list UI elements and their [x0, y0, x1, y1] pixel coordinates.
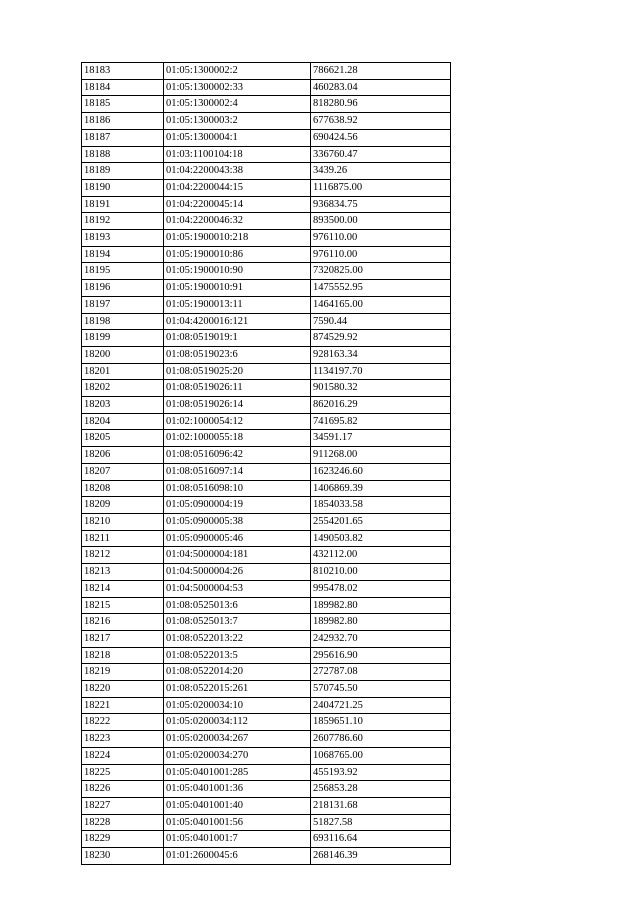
- value-cell: 693116.64: [311, 831, 451, 848]
- table-row: [82, 330, 451, 347]
- cadastral-number-cell: 01:05:0200034:112: [164, 714, 311, 731]
- row-number-cell: 18201: [82, 363, 164, 380]
- cadastral-number-cell: 01:04:5000004:181: [164, 547, 311, 564]
- row-number-cell: 18223: [82, 731, 164, 748]
- value-cell: 268146.39: [311, 848, 451, 865]
- table-row: [82, 781, 451, 798]
- row-number-cell: 18217: [82, 630, 164, 647]
- data-table: [81, 62, 451, 865]
- value-cell: 336760.47: [311, 146, 451, 163]
- cadastral-number-cell: 01:05:1900010:91: [164, 280, 311, 297]
- table-row: [82, 313, 451, 330]
- table-row: [82, 146, 451, 163]
- value-cell: 218131.68: [311, 797, 451, 814]
- value-cell: 741695.82: [311, 413, 451, 430]
- value-cell: 874529.92: [311, 330, 451, 347]
- value-cell: 242932.70: [311, 630, 451, 647]
- value-cell: 7590.44: [311, 313, 451, 330]
- cadastral-number-cell: 01:01:2600045:6: [164, 848, 311, 865]
- value-cell: 810210.00: [311, 564, 451, 581]
- table-row: [82, 664, 451, 681]
- value-cell: 2607786.60: [311, 731, 451, 748]
- cadastral-number-cell: 01:08:0516097:14: [164, 463, 311, 480]
- row-number-cell: 18189: [82, 163, 164, 180]
- value-cell: 455193.92: [311, 764, 451, 781]
- value-cell: 272787.08: [311, 664, 451, 681]
- cadastral-number-cell: 01:05:0401001:36: [164, 781, 311, 798]
- value-cell: 976110.00: [311, 246, 451, 263]
- cadastral-number-cell: 01:05:0200034:270: [164, 747, 311, 764]
- table-row: [82, 614, 451, 631]
- row-number-cell: 18211: [82, 530, 164, 547]
- cadastral-number-cell: 01:05:0900005:38: [164, 513, 311, 530]
- table-row: [82, 831, 451, 848]
- row-number-cell: 18206: [82, 447, 164, 464]
- row-number-cell: 18216: [82, 614, 164, 631]
- table-row: [82, 848, 451, 865]
- row-number-cell: 18197: [82, 296, 164, 313]
- table-row: [82, 597, 451, 614]
- value-cell: 460283.04: [311, 79, 451, 96]
- cadastral-number-cell: 01:08:0516098:10: [164, 480, 311, 497]
- cadastral-number-cell: 01:08:0519025:20: [164, 363, 311, 380]
- table-row: [82, 280, 451, 297]
- cadastral-number-cell: 01:08:0519026:11: [164, 380, 311, 397]
- table-row: [82, 246, 451, 263]
- value-cell: 818280.96: [311, 96, 451, 113]
- value-cell: 2554201.65: [311, 513, 451, 530]
- cadastral-number-cell: 01:05:0900005:46: [164, 530, 311, 547]
- table-row: [82, 714, 451, 731]
- row-number-cell: 18222: [82, 714, 164, 731]
- row-number-cell: 18218: [82, 647, 164, 664]
- table-row: [82, 681, 451, 698]
- cadastral-number-cell: 01:05:1900010:86: [164, 246, 311, 263]
- cadastral-number-cell: 01:05:0200034:10: [164, 697, 311, 714]
- row-number-cell: 18221: [82, 697, 164, 714]
- table-row: [82, 430, 451, 447]
- row-number-cell: 18220: [82, 681, 164, 698]
- table-row: [82, 814, 451, 831]
- row-number-cell: 18229: [82, 831, 164, 848]
- value-cell: 928163.34: [311, 346, 451, 363]
- table-row: [82, 580, 451, 597]
- table-row: [82, 413, 451, 430]
- value-cell: 1475552.95: [311, 280, 451, 297]
- value-cell: 2404721.25: [311, 697, 451, 714]
- value-cell: 1116875.00: [311, 179, 451, 196]
- value-cell: 786621.28: [311, 63, 451, 80]
- row-number-cell: 18226: [82, 781, 164, 798]
- row-number-cell: 18199: [82, 330, 164, 347]
- table-row: [82, 363, 451, 380]
- value-cell: 893500.00: [311, 213, 451, 230]
- cadastral-number-cell: 01:08:0525013:7: [164, 614, 311, 631]
- value-cell: 976110.00: [311, 230, 451, 247]
- value-cell: 189982.80: [311, 614, 451, 631]
- value-cell: 995478.02: [311, 580, 451, 597]
- row-number-cell: 18183: [82, 63, 164, 80]
- value-cell: 862016.29: [311, 397, 451, 414]
- cadastral-number-cell: 01:05:1300002:4: [164, 96, 311, 113]
- cadastral-number-cell: 01:05:0401001:40: [164, 797, 311, 814]
- value-cell: 189982.80: [311, 597, 451, 614]
- value-cell: 51827.58: [311, 814, 451, 831]
- value-cell: 911268.00: [311, 447, 451, 464]
- row-number-cell: 18196: [82, 280, 164, 297]
- value-cell: 1623246.60: [311, 463, 451, 480]
- row-number-cell: 18188: [82, 146, 164, 163]
- table-row: [82, 79, 451, 96]
- table-row: [82, 447, 451, 464]
- value-cell: 901580.32: [311, 380, 451, 397]
- row-number-cell: 18200: [82, 346, 164, 363]
- cadastral-number-cell: 01:04:2200045:14: [164, 196, 311, 213]
- table-row: [82, 731, 451, 748]
- table-row: [82, 213, 451, 230]
- value-cell: 295616.90: [311, 647, 451, 664]
- cadastral-number-cell: 01:04:2200046:32: [164, 213, 311, 230]
- table-row: [82, 747, 451, 764]
- table-row: [82, 564, 451, 581]
- table-row: [82, 797, 451, 814]
- table-row: [82, 63, 451, 80]
- table-row: [82, 697, 451, 714]
- table-row: [82, 463, 451, 480]
- cadastral-number-cell: 01:03:1100104:18: [164, 146, 311, 163]
- cadastral-number-cell: 01:05:1900010:218: [164, 230, 311, 247]
- value-cell: 7320825.00: [311, 263, 451, 280]
- cadastral-number-cell: 01:05:1900010:90: [164, 263, 311, 280]
- cadastral-number-cell: 01:05:1300002:33: [164, 79, 311, 96]
- table-row: [82, 346, 451, 363]
- row-number-cell: 18212: [82, 547, 164, 564]
- table-row: [82, 764, 451, 781]
- row-number-cell: 18228: [82, 814, 164, 831]
- row-number-cell: 18224: [82, 747, 164, 764]
- cadastral-number-cell: 01:05:0900004:19: [164, 497, 311, 514]
- row-number-cell: 18184: [82, 79, 164, 96]
- row-number-cell: 18195: [82, 263, 164, 280]
- cadastral-number-cell: 01:08:0522014:20: [164, 664, 311, 681]
- cadastral-number-cell: 01:05:1300004:1: [164, 129, 311, 146]
- cadastral-number-cell: 01:04:5000004:26: [164, 564, 311, 581]
- value-cell: 1068765.00: [311, 747, 451, 764]
- value-cell: 690424.56: [311, 129, 451, 146]
- table-row: [82, 380, 451, 397]
- cadastral-number-cell: 01:05:0401001:7: [164, 831, 311, 848]
- cadastral-number-cell: 01:08:0519019:1: [164, 330, 311, 347]
- row-number-cell: 18213: [82, 564, 164, 581]
- cadastral-number-cell: 01:05:1300003:2: [164, 113, 311, 130]
- table-row: [82, 196, 451, 213]
- table-row: [82, 129, 451, 146]
- cadastral-number-cell: 01:02:1000054:12: [164, 413, 311, 430]
- cadastral-number-cell: 01:02:1000055:18: [164, 430, 311, 447]
- cadastral-number-cell: 01:04:4200016:121: [164, 313, 311, 330]
- value-cell: 570745.50: [311, 681, 451, 698]
- row-number-cell: 18202: [82, 380, 164, 397]
- row-number-cell: 18219: [82, 664, 164, 681]
- table-row: [82, 163, 451, 180]
- value-cell: 432112.00: [311, 547, 451, 564]
- table-row: [82, 230, 451, 247]
- table-row: [82, 530, 451, 547]
- value-cell: 34591.17: [311, 430, 451, 447]
- value-cell: 1464165.00: [311, 296, 451, 313]
- cadastral-number-cell: 01:08:0522013:5: [164, 647, 311, 664]
- row-number-cell: 18198: [82, 313, 164, 330]
- table-row: [82, 497, 451, 514]
- table-row: [82, 480, 451, 497]
- table-row: [82, 263, 451, 280]
- cadastral-number-cell: 01:08:0519023:6: [164, 346, 311, 363]
- cadastral-number-cell: 01:05:0200034:267: [164, 731, 311, 748]
- table-row: [82, 179, 451, 196]
- value-cell: 1134197.70: [311, 363, 451, 380]
- cadastral-number-cell: 01:08:0525013:6: [164, 597, 311, 614]
- value-cell: 1406869.39: [311, 480, 451, 497]
- row-number-cell: 18191: [82, 196, 164, 213]
- row-number-cell: 18210: [82, 513, 164, 530]
- row-number-cell: 18185: [82, 96, 164, 113]
- row-number-cell: 18203: [82, 397, 164, 414]
- row-number-cell: 18227: [82, 797, 164, 814]
- row-number-cell: 18225: [82, 764, 164, 781]
- cadastral-number-cell: 01:04:2200043:38: [164, 163, 311, 180]
- table-row: [82, 96, 451, 113]
- table-row: [82, 647, 451, 664]
- value-cell: 1854033.58: [311, 497, 451, 514]
- cadastral-number-cell: 01:08:0519026:14: [164, 397, 311, 414]
- cadastral-number-cell: 01:05:1300002:2: [164, 63, 311, 80]
- table-row: [82, 397, 451, 414]
- cadastral-number-cell: 01:08:0516096:42: [164, 447, 311, 464]
- table-row: [82, 513, 451, 530]
- cadastral-number-cell: 01:05:0401001:56: [164, 814, 311, 831]
- table-row: [82, 547, 451, 564]
- value-cell: 677638.92: [311, 113, 451, 130]
- row-number-cell: 18192: [82, 213, 164, 230]
- row-number-cell: 18186: [82, 113, 164, 130]
- row-number-cell: 18193: [82, 230, 164, 247]
- row-number-cell: 18208: [82, 480, 164, 497]
- value-cell: 936834.75: [311, 196, 451, 213]
- cadastral-number-cell: 01:08:0522013:22: [164, 630, 311, 647]
- row-number-cell: 18190: [82, 179, 164, 196]
- cadastral-number-cell: 01:05:0401001:285: [164, 764, 311, 781]
- cadastral-number-cell: 01:04:5000004:53: [164, 580, 311, 597]
- row-number-cell: 18187: [82, 129, 164, 146]
- row-number-cell: 18204: [82, 413, 164, 430]
- value-cell: 1490503.82: [311, 530, 451, 547]
- row-number-cell: 18230: [82, 848, 164, 865]
- cadastral-number-cell: 01:05:1900013:11: [164, 296, 311, 313]
- value-cell: 3439.26: [311, 163, 451, 180]
- row-number-cell: 18215: [82, 597, 164, 614]
- table-row: [82, 630, 451, 647]
- table-row: [82, 113, 451, 130]
- value-cell: 256853.28: [311, 781, 451, 798]
- value-cell: 1859651.10: [311, 714, 451, 731]
- row-number-cell: 18207: [82, 463, 164, 480]
- table-row: [82, 296, 451, 313]
- row-number-cell: 18209: [82, 497, 164, 514]
- cadastral-number-cell: 01:04:2200044:15: [164, 179, 311, 196]
- row-number-cell: 18194: [82, 246, 164, 263]
- row-number-cell: 18214: [82, 580, 164, 597]
- table-body: [82, 63, 451, 865]
- cadastral-number-cell: 01:08:0522015:261: [164, 681, 311, 698]
- row-number-cell: 18205: [82, 430, 164, 447]
